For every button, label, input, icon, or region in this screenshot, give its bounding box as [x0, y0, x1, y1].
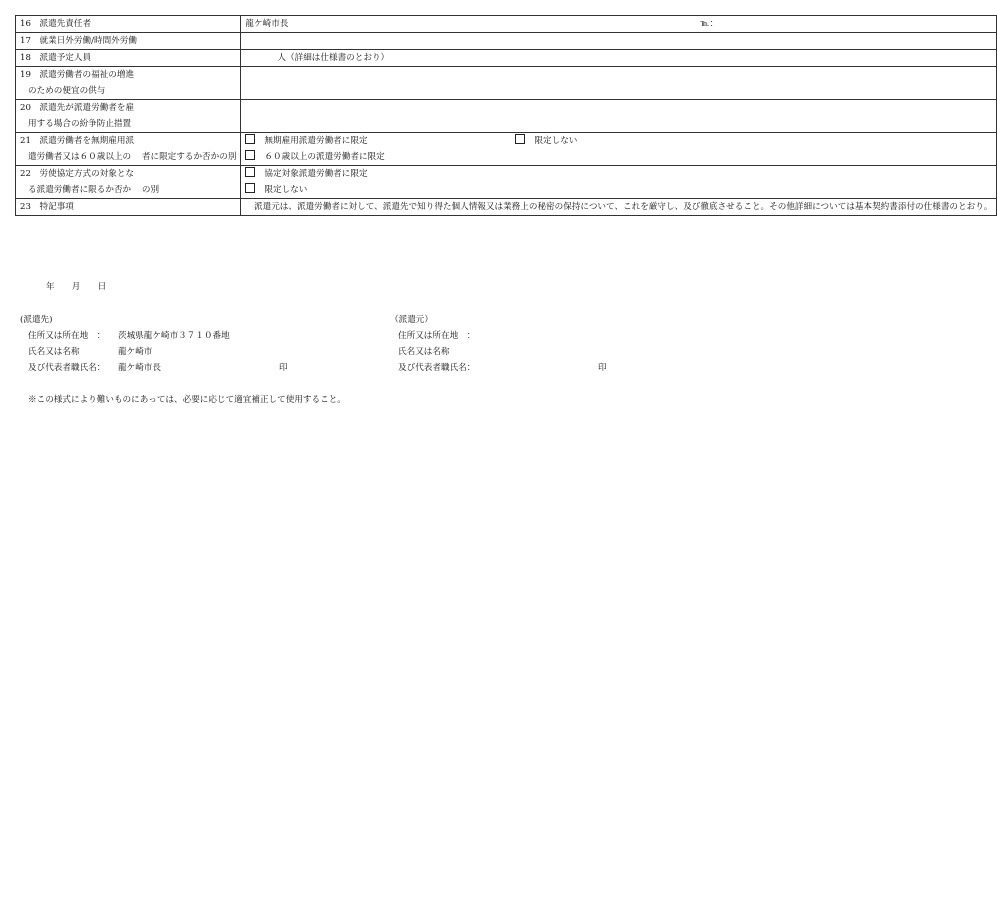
label-welfare	[16, 67, 241, 100]
value-overtime	[241, 33, 997, 50]
date-line: 年 月 日	[46, 282, 107, 292]
label-line: 遣労働者又は６０歳以上の	[28, 152, 132, 162]
checkbox-indefinite[interactable]	[245, 134, 255, 144]
client-address-value: 茨城県龍ケ崎市３７１０番地	[118, 331, 230, 341]
checkbox-over-60[interactable]	[245, 150, 255, 160]
label-line: 22 労使協定方式の対象とな	[20, 169, 135, 179]
dispatcher-seal: 印	[598, 363, 607, 373]
label-dispute	[16, 100, 241, 133]
label-line: る派遣労働者に限るか否か	[28, 185, 132, 195]
table-row	[16, 67, 997, 100]
label-line: 用する場合の紛争防止措置	[28, 119, 132, 129]
table-row	[16, 33, 997, 50]
tel-label: ℡：	[700, 19, 719, 29]
headcount-text: 人（詳細は仕様書のとおり）	[277, 53, 390, 63]
footnote: ※この様式により難いものにあっては、必要に応じて適宜補正して使用すること。	[28, 395, 346, 405]
label-line: 20 派遣先が派遣労働者を雇	[20, 103, 135, 113]
option-label: 限定しない	[264, 185, 308, 195]
dispatcher-rep-label: 及び代表者職氏名：	[398, 363, 476, 373]
table-row	[16, 166, 997, 199]
checkbox-agreement-no-limit[interactable]	[245, 183, 255, 193]
client-rep-value: 龍ケ崎市長	[118, 363, 161, 373]
table-row	[16, 133, 997, 166]
dispatch-contract-table	[15, 15, 997, 216]
label-headcount: 18 派遣予定人員	[16, 50, 241, 67]
option-label: 無期雇用派遣労働者に限定	[264, 136, 368, 146]
value-welfare	[241, 67, 997, 100]
dispatcher-title: （派遣元）	[390, 315, 433, 325]
label-remarks: 23 特記事項	[16, 199, 241, 216]
label-line: 19 派遣労働者の福祉の増進	[20, 70, 135, 80]
value-headcount	[241, 50, 997, 67]
option-label: 協定対象派遣労働者に限定	[264, 169, 368, 179]
option-label: ６０歳以上の派遣労働者に限定	[264, 152, 385, 162]
label-overtime: 17 就業日外労働/時間外労働	[16, 33, 241, 50]
label-limitation	[16, 133, 241, 166]
client-title: (派遣先)	[20, 315, 53, 325]
table-row	[16, 50, 997, 67]
client-rep-label: 及び代表者職氏名：	[28, 363, 106, 373]
client-address-label: 住所又は所在地 ：	[28, 331, 106, 341]
label-supervisor: 16 派遣先責任者	[16, 16, 241, 33]
dispatcher-name-label: 氏名又は名称	[398, 347, 450, 357]
client-name-label: 氏名又は名称	[28, 347, 80, 357]
dispatcher-address-label: 住所又は所在地 ：	[398, 331, 476, 341]
checkbox-no-limit[interactable]	[515, 134, 525, 144]
supervisor-name: 龍ケ崎市長	[245, 19, 289, 29]
label-labor-agreement	[16, 166, 241, 199]
value-labor-agreement	[241, 166, 997, 199]
value-dispute	[241, 100, 997, 133]
value-supervisor	[241, 16, 997, 33]
option-label: 限定しない	[534, 136, 578, 146]
remarks-text: 派遣元は、派遣労働者に対して、派遣先で知り得た個人情報又は業務上の秘密の保持について、これを厳守し、及び徹底させること。その他詳細については基本契約書添付の仕様書のとおり。	[241, 199, 997, 216]
client-seal: 印	[279, 363, 288, 373]
checkbox-agreement[interactable]	[245, 167, 255, 177]
value-limitation	[241, 133, 997, 166]
table-row	[16, 199, 997, 216]
label-line: の別	[141, 185, 160, 195]
label-line: のための便宜の供与	[28, 86, 106, 96]
table-row	[16, 16, 997, 33]
client-name-value: 龍ケ崎市	[118, 347, 153, 357]
table-row	[16, 100, 997, 133]
label-line: 21 派遣労働者を無期雇用派	[20, 136, 135, 146]
label-line: 者に限定するか否かの別	[141, 152, 237, 162]
